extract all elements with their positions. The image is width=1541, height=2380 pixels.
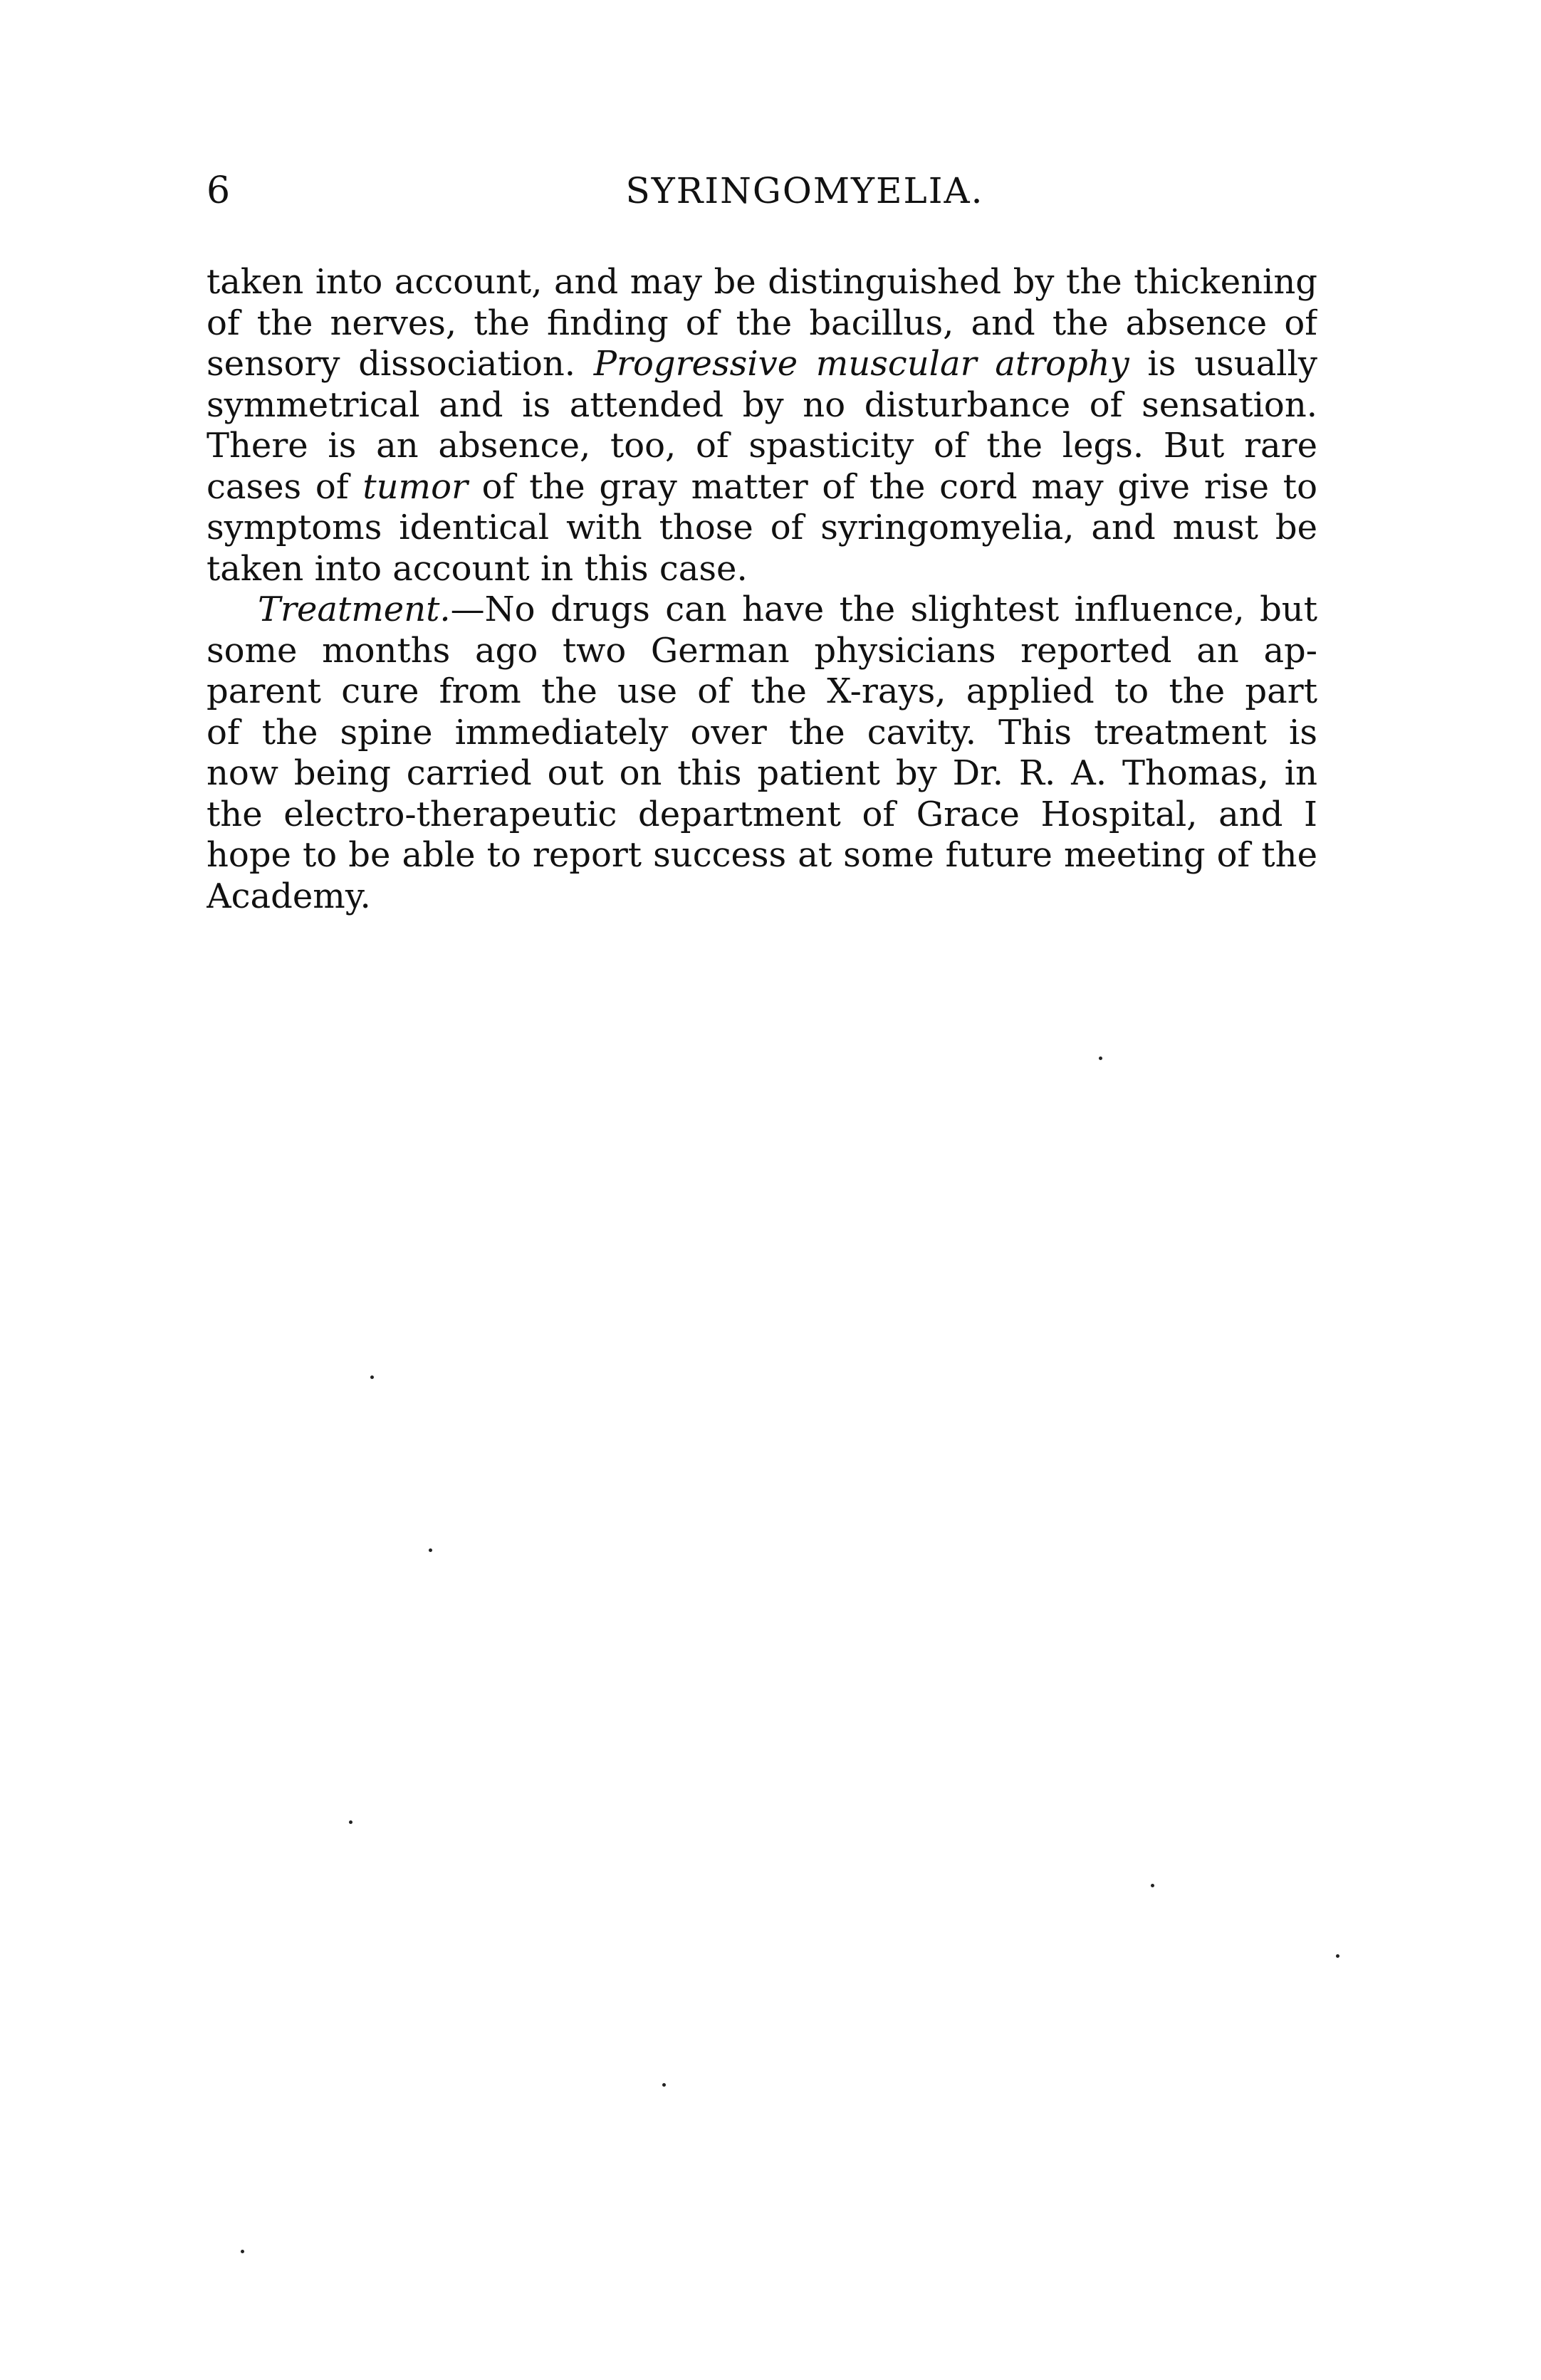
text-line <box>207 344 1317 385</box>
scan-speck <box>370 1375 374 1379</box>
text-segment: —No drugs can have the slightest influence, but <box>450 589 1317 629</box>
text-line <box>207 303 1317 345</box>
scan-speck <box>349 1820 352 1824</box>
text-segment: of the spine immediately over the cavity. This treatment is <box>207 712 1317 753</box>
italic-text: Treatment. <box>258 589 451 629</box>
scan-speck <box>1151 1884 1154 1887</box>
text-segment: There is an absence, too, of spasticity of the legs. But rare <box>207 426 1317 466</box>
text-segment: of the nerves, the finding of the bacillus, and the absence of <box>207 303 1317 343</box>
scan-speck <box>1336 1954 1339 1958</box>
text-segment: hope to be able to report success at some future meeting of the <box>207 835 1317 875</box>
text-line <box>207 426 1317 467</box>
text-segment: now being carried out on this patient by Dr. R. A. Thomas, in <box>207 753 1317 793</box>
text-line <box>207 835 1317 876</box>
text-segment: some months ago two German physicians reported an ap- <box>207 630 1317 671</box>
scan-speck <box>241 2250 244 2253</box>
text-line <box>207 876 1317 918</box>
text-line <box>207 589 1317 631</box>
text-line <box>207 713 1317 754</box>
running-title: SYRINGOMYELIA. <box>625 170 984 211</box>
text-segment: symptoms identical with those of syringomyelia, and must be <box>207 508 1317 547</box>
italic-text: tumor <box>362 466 468 507</box>
text-line <box>207 385 1317 426</box>
scan-speck <box>1099 1057 1102 1060</box>
text-line <box>207 549 1317 590</box>
body-text <box>207 262 1317 917</box>
text-segment: Academy. <box>207 876 371 916</box>
text-line <box>207 262 1317 303</box>
text-segment: taken into account, and may be distinguished by the thickening <box>207 262 1317 302</box>
text-segment: is usually <box>1129 344 1317 384</box>
text-segment: parent cure from the use of the X-rays, applied to the part <box>207 671 1317 711</box>
text-line <box>207 753 1317 795</box>
page-number: 6 <box>207 169 231 212</box>
text-segment: of the gray matter of the cord may give rise to <box>467 466 1317 507</box>
italic-text: Progressive muscular atrophy <box>593 344 1129 384</box>
text-line <box>207 508 1317 549</box>
text-segment: cases of <box>207 466 363 507</box>
text-line <box>207 631 1317 672</box>
scan-speck <box>429 1548 432 1552</box>
text-segment: sensory dissociation. <box>207 344 594 384</box>
text-segment: symmetrical and is attended by no disturbance of sensation. <box>207 384 1317 425</box>
text-segment: the electro-therapeutic department of Grace Hospital, and I <box>207 794 1317 834</box>
text-line <box>207 795 1317 836</box>
scan-speck <box>662 2083 666 2087</box>
text-line <box>207 671 1317 713</box>
text-segment: taken into account in this case. <box>207 548 748 589</box>
text-line <box>207 467 1317 508</box>
